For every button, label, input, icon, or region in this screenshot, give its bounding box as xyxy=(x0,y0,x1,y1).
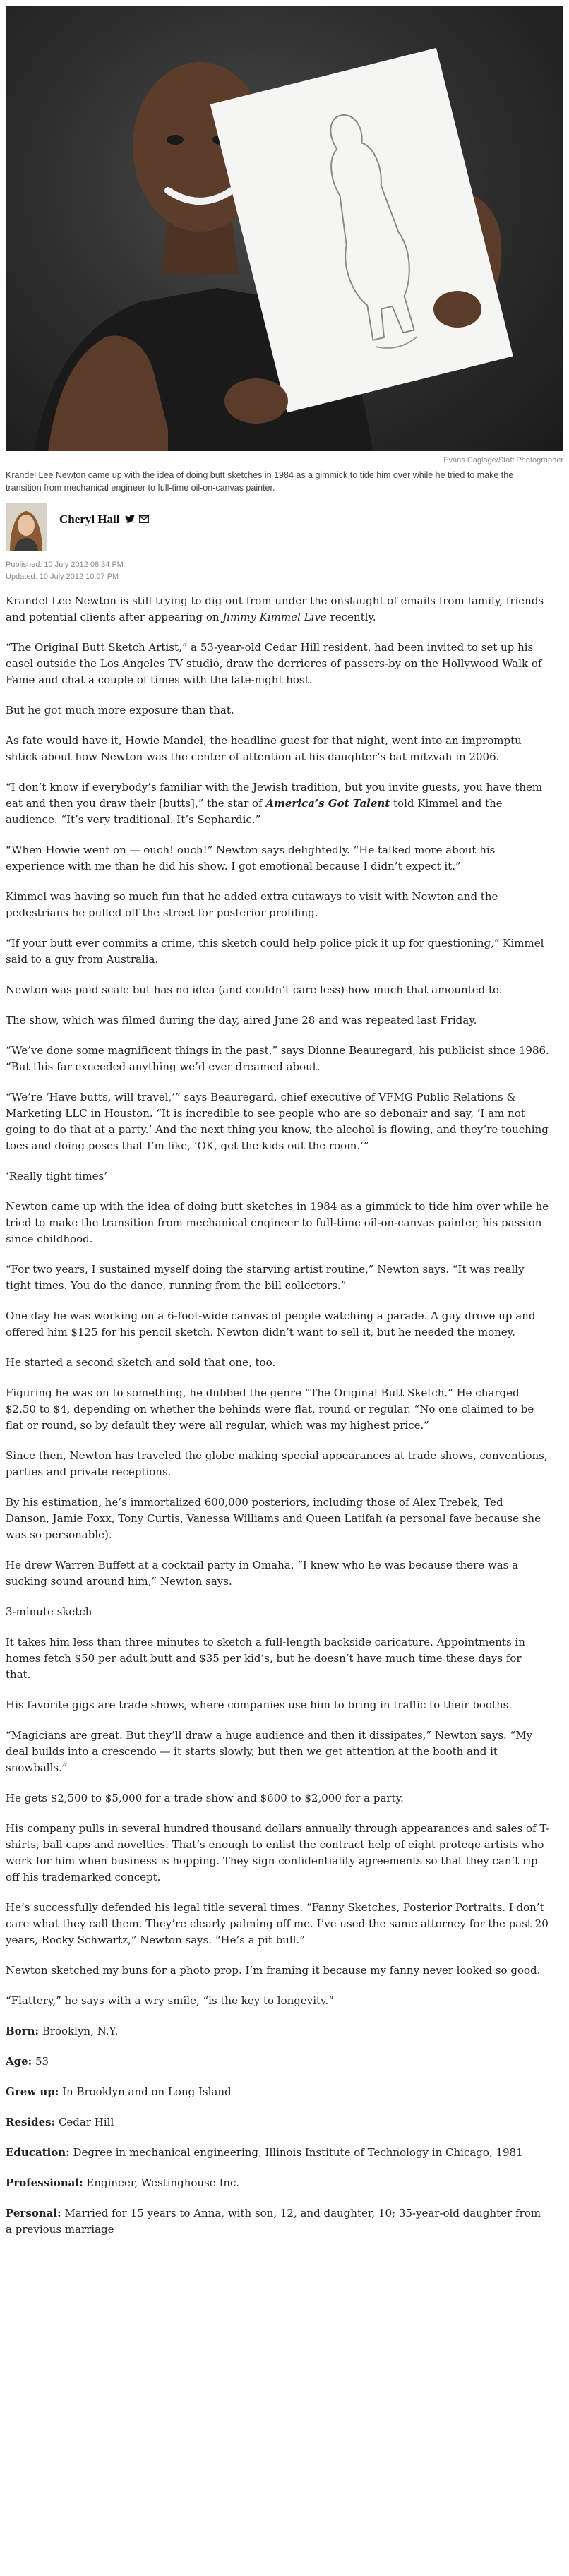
subheading: ‘Really tight times’ xyxy=(6,1170,107,1182)
paragraph: “We’re ‘Have butts, will travel,’” says Beauregard, chief executive of VFMG Public Relations & Marketing LLC in Houston. “It is incredible to see people who are so debonair and say, ‘I am not going to do that at a party.’ And the next thing you know, the alcohol is flowing, and they’re touching toes and doing poses that I’m like, ‘OK, get the kids out the room.’” xyxy=(6,1091,549,1152)
fact-born: Born: Brooklyn, N.Y. xyxy=(6,2025,119,2037)
paragraph: “Flattery,” he says with a wry smile, “is the key to longevity.” xyxy=(6,1994,334,2007)
email-icon[interactable] xyxy=(139,513,149,527)
fact-education: Education: Degree in mechanical engineering, Illinois Institute of Technology in Chicago, 1981 xyxy=(6,2146,523,2159)
published-date: Published: 10 July 2012 08:34 PM xyxy=(6,561,124,569)
paragraph: Since then, Newton has traveled the globe making special appearances at trade shows, conventions, parties and private receptions. xyxy=(6,1449,548,1478)
paragraph: “We’ve done some magnificent things in the past,” says Dionne Beauregard, his publicist since 1986. “But this far exceeded anything we’d ever dreamed about. xyxy=(6,1044,549,1073)
author-portrait-icon xyxy=(6,503,47,551)
author-avatar xyxy=(6,503,47,551)
paragraph: Figuring he was on to something, he dubbed the genre “The Original Butt Sketch.” He charged $2.50 to $4, depending on whether the behinds were flat, round or regular. “No one claimed to be flat or round, so by default they were all regular, which was my highest price.” xyxy=(6,1386,534,1432)
paragraph: One day he was working on a 6-foot-wide canvas of people watching a parade. A guy drove up and offered him $125 for his pencil sketch. Newton didn’t want to sell it, but he needed the money. xyxy=(6,1310,536,1338)
paragraph: “If your butt ever commits a crime, this sketch could help police pick it up for questioning,” Kimmel said to a guy from Australia. xyxy=(6,937,544,966)
subheading: 3-minute sketch xyxy=(6,1605,92,1618)
author-name-row xyxy=(59,513,153,527)
paragraph: He’s successfully defended his legal title several times. “Fanny Sketches, Posterior Portraits. I don’t care what they call them. They’re clearly palming off me. I’ve used the same attorney for the past 20 years, Rocky Schwartz,” Newton says. “He’s a pit bull.” xyxy=(6,1901,549,1946)
paragraph: His favorite gigs are trade shows, where companies use him to bring in traffic to their booths. xyxy=(6,1699,513,1711)
paragraph: But he got much more exposure than that. xyxy=(6,704,234,717)
publish-dates xyxy=(6,559,563,583)
paragraph: “I don’t know if everybody’s familiar with the Jewish tradition, but you invite guests, you have them eat and then you draw their [butts],” the star of America’s Got Talent told Kimmel and the audience. “It’s very traditional. It’s Sephardic.” xyxy=(6,781,543,826)
paragraph: “Magicians are great. But they’ll draw a huge audience and then it dissipates,” Newton says. “My deal builds into a crescendo — it starts slowly, but then we get attention at the booth and it snowballs.” xyxy=(6,1729,533,1774)
paragraph: He gets $2,500 to $5,000 for a trade show and $600 to $2,000 for a party. xyxy=(6,1792,404,1804)
author-social-links xyxy=(125,513,153,527)
show-title: Jimmy Kimmel Live xyxy=(222,611,327,623)
paragraph: Newton came up with the idea of doing butt sketches in 1984 as a gimmick to tide him over while he tried to make the transition from mechanical engineer to full-time oil-on-canvas painter, his passion since childhood. xyxy=(6,1200,549,1245)
paragraph: He drew Warren Buffett at a cocktail party in Omaha. “I knew who he was because there was a sucking sound around him,” Newton says. xyxy=(6,1559,519,1588)
paragraph: His company pulls in several hundred thousand dollars annually through appearances and sales of T-shirts, ball caps and novelties. That’s enough to enlist the contract help of eight protege artists who work for him when business is hopping. They sign confidentiality agreements so that they can’t rip off his trademarked concept. xyxy=(6,1822,549,1883)
article-body xyxy=(6,593,549,2238)
show-title: America’s Got Talent xyxy=(265,797,390,810)
paragraph: Kimmel was having so much fun that he added extra cutaways to visit with Newton and the pedestrians he pulled off the street for posterior profiling. xyxy=(6,890,498,919)
paragraph: By his estimation, he’s immortalized 600,000 posteriors, including those of Alex Trebek, Ted Danson, Jamie Foxx, Tony Curtis, Vanessa Williams and Queen Latifah (a personal fave because she was so personable). xyxy=(6,1496,541,1541)
updated-date: Updated: 10 July 2012 10:07 PM xyxy=(6,573,119,581)
author-name[interactable]: Cheryl Hall xyxy=(59,513,120,526)
lead-photo-illustration xyxy=(6,6,563,451)
fact-personal: Personal: Married for 15 years to Anna, with son, 12, and daughter, 10; 35-year-old daughter from a previous marriage xyxy=(6,2207,541,2236)
photo-caption: Krandel Lee Newton came up with the idea of doing butt sketches in 1984 as a gimmick to tide him over while he tried to make the transition from mechanical engineer to full-time oil-on-canvas painter. xyxy=(6,470,514,493)
paragraph: “The Original Butt Sketch Artist,” a 53-year-old Cedar Hill resident, had been invited to set up his easel outside the Los Angeles TV studio, draw the derrieres of passers-by on the Hollywood Walk of Fame and chat a couple of times with the late-night host. xyxy=(6,641,542,686)
paragraph: The show, which was filmed during the day, aired June 28 and was repeated last Friday. xyxy=(6,1014,477,1026)
fact-grew-up: Grew up: In Brooklyn and on Long Island xyxy=(6,2085,232,2098)
paragraph: Krandel Lee Newton is still trying to dig out from under the onslaught of emails from family, friends and potential clients after appearing on Jimmy Kimmel Live recently. xyxy=(6,594,544,623)
paragraph: “For two years, I sustained myself doing the starving artist routine,” Newton says. “It was really tight times. You do the dance, running from the bill collectors.” xyxy=(6,1263,525,1292)
paragraph: It takes him less than three minutes to sketch a full-length backside caricature. Appointments in homes fetch $50 per adult butt and $35 per kid’s, but he doesn’t have much time these days for that. xyxy=(6,1636,525,1681)
fact-professional: Professional: Engineer, Westinghouse Inc. xyxy=(6,2176,240,2189)
fact-resides: Resides: Cedar Hill xyxy=(6,2116,114,2128)
paragraph: “When Howie went on — ouch! ouch!” Newton says delightedly. “He talked more about his experience with me than he did his show. I got emotional because I didn’t expect it.” xyxy=(6,844,496,873)
fact-age: Age: 53 xyxy=(6,2055,49,2068)
twitter-icon[interactable] xyxy=(125,513,135,527)
paragraph: Newton sketched my buns for a photo prop. I’m framing it because my fanny never looked so good. xyxy=(6,1964,541,1977)
photo-credit: Evans Caglage/Staff Photographer xyxy=(443,456,563,465)
article-page xyxy=(6,6,563,2252)
lead-photo xyxy=(6,6,563,451)
author-block xyxy=(6,503,563,551)
paragraph: He started a second sketch and sold that one, too. xyxy=(6,1356,276,1369)
paragraph: As fate would have it, Howie Mandel, the headline guest for that night, went into an impromptu shtick about how Newton was the center of attention at his daughter’s bat mitzvah in 2006. xyxy=(6,734,522,763)
paragraph: Newton was paid scale but has no idea (and couldn’t care less) how much that amounted to. xyxy=(6,983,503,996)
